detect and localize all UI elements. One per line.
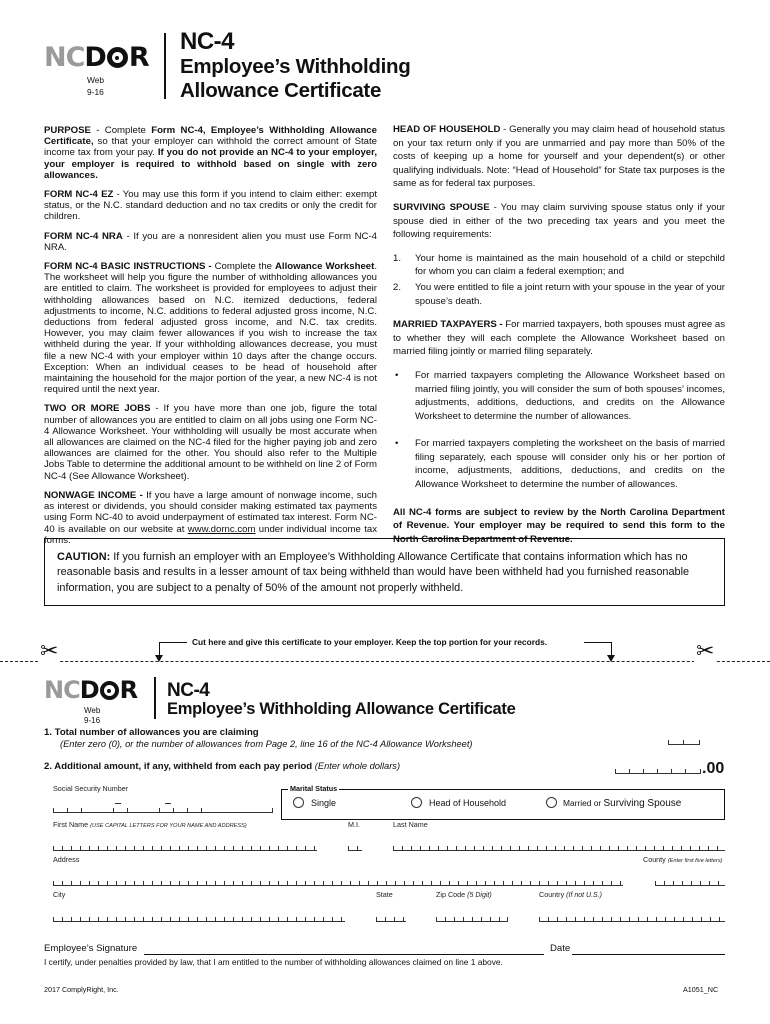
list-item: 1. Your home is maintained as the main household of a child or stepchild for whom you can claim a federal exemption; and [393,252,725,278]
married-label: Married or Surviving Spouse [563,798,682,809]
country-label: Country (If not U.S.) [539,890,602,899]
cell-tick [350,881,351,885]
cell-tick [507,917,508,921]
cell-tick [134,881,135,885]
cell-tick [224,846,225,850]
cell-tick [656,917,657,921]
county-input[interactable] [655,882,725,886]
cell-tick [611,881,612,885]
signature-input[interactable] [144,954,544,955]
cell-tick [278,846,279,850]
cell-tick [197,846,198,850]
cell-tick [296,846,297,850]
purpose-paragraph: PURPOSE - Complete Form NC-4, Employee’s Withholding Allowance Certificate, so that your employer can withhold the correct amount of State income tax from your pay. If you do not provide an NC-4 to your employer, your employer is required to withhold based on single with zero allowances. [44,125,377,181]
cell-tick [655,881,656,885]
cell-tick [584,881,585,885]
cell-tick [269,881,270,885]
cell-tick [323,881,324,885]
cell-tick [125,917,126,921]
cell-tick [233,881,234,885]
ez-paragraph: FORM NC-4 EZ - You may use this form if you intend to claim either: exempt status, or the N.C. standard deduction and no tax credits or only the credit for children. [44,189,377,223]
cell-tick [519,846,520,850]
cell-tick [467,881,468,885]
cell-tick [188,846,189,850]
ssn-dash [165,803,171,804]
cell-tick [700,881,701,885]
cell-tick [620,917,621,921]
cell-tick [575,881,576,885]
cell-tick [718,881,719,885]
cell-tick [71,917,72,921]
cell-tick [717,846,718,850]
cell-tick [314,846,315,850]
cell-tick [152,846,153,850]
cell-tick [71,846,72,850]
cell-tick [341,917,342,921]
ssn-input[interactable] [53,809,273,813]
first-name-input[interactable] [53,847,317,851]
cell-tick [260,846,261,850]
cell-tick [674,917,675,921]
cell-tick [449,881,450,885]
cut-arrow-left-line [159,642,187,643]
ssn-label: Social Security Number [53,784,129,793]
cell-tick [107,917,108,921]
cell-tick [654,846,655,850]
cell-tick [600,846,601,850]
cell-tick [233,917,234,921]
cell-tick [197,917,198,921]
cell-tick [125,881,126,885]
caution-box [44,538,725,606]
cell-tick [709,881,710,885]
cell-tick [436,917,437,921]
cell-tick [593,917,594,921]
cell-tick [575,917,576,921]
cents-label: .00 [702,760,725,777]
cell-tick [454,917,455,921]
cell-tick [682,881,683,885]
cell-tick [528,846,529,850]
cell-tick [62,917,63,921]
cell-tick [134,846,135,850]
cell-tick [53,917,54,921]
cell-tick [564,846,565,850]
cell-tick [492,846,493,850]
cell-tick [645,846,646,850]
cell-tick [719,917,720,921]
caution-text: If you furnish an employer with an Employee’s Withholding Allowance Certificate that contains information which has no reasonable basis and results in a lesser amount of tax being withheld than would have been withheld had you furnished reasonable information, you are subject to a penalty of 50% of the amount not properly withheld. [57,551,690,594]
certify-statement: I certify, under penalties provided by law, that I am entitled to the number of withholding allowances claimed on line 1 above. [44,957,503,967]
head-of-household-radio[interactable] [411,797,422,808]
cell-tick [584,917,585,921]
cell-tick [80,917,81,921]
cell-tick [287,917,288,921]
cell-tick [143,846,144,850]
cell-tick [332,881,333,885]
form-title-line2: Allowance Certificate [180,79,382,102]
cell-tick [179,917,180,921]
cell-tick [539,917,540,921]
cell-tick [521,881,522,885]
cell-tick [260,917,261,921]
logo-o-icon [100,681,119,700]
cell-tick [673,881,674,885]
cell-tick [269,917,270,921]
cell-tick [548,881,549,885]
cell-tick [348,846,349,850]
cell-tick [71,881,72,885]
cell-tick [89,917,90,921]
ncdor-logo: NCD R [44,42,149,73]
logo-o-icon [107,47,128,68]
cell-tick [710,917,711,921]
cell-tick [332,917,333,921]
cell-tick [98,881,99,885]
address-input[interactable] [53,882,623,886]
cut-line [0,661,770,662]
cell-tick [269,846,270,850]
cell-tick [179,846,180,850]
date-input[interactable] [572,954,725,955]
cell-tick [566,917,567,921]
cell-tick [708,846,709,850]
cell-tick [618,846,619,850]
version-label: 9-16 [84,716,101,725]
cell-tick [393,846,394,850]
form-id: NC-4 [180,28,235,55]
cell-tick [582,846,583,850]
cell-tick [591,846,592,850]
cell-tick [89,881,90,885]
cell-tick [116,881,117,885]
cell-tick [546,846,547,850]
list-item: • For married taxpayers completing the worksheet on the basis of married filing separately, each spouse will consider only his or her portion of income, adjustments, additions, deductions, and credits on the Allowance Worksheet to determine the number of allowances. [393,437,725,491]
cell-tick [557,917,558,921]
certificate-form-id: NC-4 [167,680,210,701]
cell-tick [557,881,558,885]
cell-tick [611,917,612,921]
cell-tick [510,846,511,850]
single-radio[interactable] [293,797,304,808]
form-title-line1: Employee’s Withholding [180,55,411,78]
last-name-input[interactable] [393,847,725,851]
cell-tick [499,917,500,921]
cell-tick [548,917,549,921]
cell-tick [431,881,432,885]
cell-tick [420,846,421,850]
cell-tick [683,917,684,921]
cut-arrow-left-stem [159,642,160,656]
cell-tick [62,846,63,850]
cell-tick [472,917,473,921]
cell-tick [215,917,216,921]
surviving-spouse-paragraph: SURVIVING SPOUSE - You may claim surviving spouse status only if your spouse died in either of the two preceding tax years and you meet the following requirements: [393,201,725,241]
head-of-household-label: Head of Household [429,798,507,808]
cell-tick [691,881,692,885]
county-label: County (Enter first five letters) [643,855,723,864]
list-item: 2. You were entitled to file a joint return with your spouse in the year of your spouse’s death. [393,281,725,307]
address-label: Address [53,855,80,864]
cell-tick [463,917,464,921]
city-label: City [53,890,66,899]
married-bullets [393,369,725,492]
cell-tick [53,881,54,885]
cell-tick [53,846,54,850]
cell-tick [224,881,225,885]
country-input[interactable] [539,918,725,922]
requirements-list [393,252,725,308]
additional-amount-input[interactable] [615,770,701,774]
cell-tick [62,881,63,885]
nra-paragraph: FORM NC-4 NRA - If you are a nonresident alien you must use Form NC-4 NRA. [44,230,377,253]
cell-tick [359,881,360,885]
cell-tick [483,846,484,850]
cell-tick [672,846,673,850]
cell-tick [539,881,540,885]
cell-tick [474,846,475,850]
cell-tick [116,917,117,921]
cell-tick [664,881,665,885]
cell-tick [395,881,396,885]
cell-tick [501,846,502,850]
city-input[interactable] [53,918,345,922]
cell-tick [485,881,486,885]
cell-tick [602,917,603,921]
cell-tick [573,846,574,850]
first-name-label: First Name (USE CAPITAL LETTERS FOR YOUR NAME AND ADDRESS) [53,820,247,829]
cell-tick [341,881,342,885]
cell-tick [188,917,189,921]
cell-tick [161,917,162,921]
cell-tick [161,881,162,885]
nonwage-paragraph: NONWAGE INCOME - If you have a large amount of nonwage income, such as interest or dividends, you should consider making estimated tax payments using Form NC-40 to avoid underpayment of estimated tax interest. Form NC-40 is available on our website at www.dornc.com under individual income tax forms. [44,489,377,546]
cell-tick [555,846,556,850]
state-label: State [376,890,393,899]
cell-tick [305,881,306,885]
copyright: 2017 ComplyRight, Inc. [44,985,119,994]
cell-tick [402,846,403,850]
cell-tick [197,881,198,885]
cell-tick [456,846,457,850]
cell-tick [116,846,117,850]
cell-tick [638,917,639,921]
cell-tick [411,846,412,850]
allowances-input[interactable] [668,741,700,745]
cell-tick [458,881,459,885]
cell-tick [537,846,538,850]
cell-tick [170,846,171,850]
cell-tick [242,917,243,921]
cell-tick [404,881,405,885]
cell-tick [476,881,477,885]
basic-instructions-paragraph: FORM NC-4 BASIC INSTRUCTIONS - Complete the Allowance Worksheet. The worksheet will help you figure the number of withholding allowances you are entitled to claim. The worksheet is provided for employees to adjust their withholding allowances based on N.C. itemized deductions, federal adjustments to income, N.C. additions to federal adjusted gross income, N.C. deductions from federal adjusted gross income, and N.C. tax credits. However, you may claim fewer allowances if you wish to increase the tax withheld during the year. If your withholding allowances decrease, you must file a new NC-4 with your employer within 10 days after the change occurs. Exception: When an individual ceases to be head of household after maintaining the household for the major portion of the year, a new NC-4 is not required until the next year. [44,261,377,396]
cell-tick [242,846,243,850]
ncdor-logo: NCD R [44,676,138,704]
cell-tick [296,881,297,885]
married-taxpayers-paragraph: MARRIED TAXPAYERS - For married taxpayers, both spouses must agree as to whether they will each complete the Allowance Worksheet based on married filing jointly or married filing separately. [393,319,725,358]
cell-tick [179,881,180,885]
cell-tick [215,881,216,885]
cell-tick [278,881,279,885]
signature-label: Employee’s Signature [44,943,138,954]
cell-tick [107,881,108,885]
cell-tick [98,917,99,921]
cell-tick [503,881,504,885]
line1-instruction: (Enter zero (0), or the number of allowances from Page 2, line 16 of the NC-4 Allowance Worksheet) [60,739,473,749]
cell-tick [206,881,207,885]
cell-tick [188,881,189,885]
left-column [44,125,377,554]
cell-tick [251,881,252,885]
last-name-label: Last Name [393,820,428,829]
cell-tick [566,881,567,885]
cell-tick [107,846,108,850]
certificate-divider [154,677,156,719]
cell-tick [636,846,637,850]
cell-tick [385,917,386,921]
cell-tick [512,881,513,885]
review-paragraph: All NC-4 forms are subject to review by the North Carolina Department of Revenue. Your employer may be required to send this form to the North Carolina Department of Revenue. [393,506,725,545]
cell-tick [287,846,288,850]
cell-tick [413,881,414,885]
cell-tick [602,881,603,885]
cell-tick [260,881,261,885]
cut-arrow-right-line [584,642,612,643]
line1-label: 1. Total number of allowances you are claiming [44,727,259,738]
cell-tick [627,846,628,850]
cell-tick [494,881,495,885]
cell-tick [429,846,430,850]
caution-label: CAUTION: [57,551,111,563]
cell-tick [620,881,621,885]
web-label: Web [87,75,105,85]
right-column [393,123,725,556]
cell-tick [143,917,144,921]
cell-tick [647,917,648,921]
cell-tick [233,846,234,850]
cell-tick [681,846,682,850]
cell-tick [215,846,216,850]
cell-tick [296,917,297,921]
cell-tick [251,846,252,850]
cell-tick [481,917,482,921]
cell-tick [465,846,466,850]
zip-input[interactable] [436,918,508,922]
cell-tick [394,917,395,921]
cell-tick [98,846,99,850]
cell-tick [690,846,691,850]
cell-tick [206,846,207,850]
scissors-icon: ✂ [696,638,715,663]
cell-tick [438,846,439,850]
version-label: 9-16 [87,87,104,97]
cell-tick [206,917,207,921]
date-label: Date [550,943,571,954]
cell-tick [143,881,144,885]
cell-tick [170,917,171,921]
cell-tick [663,846,664,850]
cell-tick [287,881,288,885]
cell-tick [692,917,693,921]
header-divider [164,33,166,99]
cell-tick [251,917,252,921]
two-jobs-paragraph: TWO OR MORE JOBS - If you have more than one job, figure the total number of allowances you are entitled to claim on all jobs using one Form NC-4 Allowance Worksheet. Your withholding will usually be most accurate when all allowances are claimed on the NC-4 filed for the higher paying job and zero allowances are claimed for the other. You should also refer to the Multiple Jobs Table to determine the additional amount to be withheld on line 2 of Form NC-4 (See Allowance Worksheet). [44,403,378,482]
cell-tick [447,846,448,850]
cell-tick [314,881,315,885]
cell-tick [701,917,702,921]
cell-tick [152,917,153,921]
married-radio[interactable] [546,797,557,808]
cell-tick [80,881,81,885]
cell-tick [422,881,423,885]
cell-tick [440,881,441,885]
cell-tick [89,846,90,850]
cell-tick [278,917,279,921]
line2-label: 2. Additional amount, if any, withheld from each pay period (Enter whole dollars) [44,761,401,772]
cell-tick [134,917,135,921]
list-item: • For married taxpayers completing the Allowance Worksheet based on married filing jointly, you will consider the sum of both spouses’ incomes, adjustments, additions, deductions, and credits on the Allowance Worksheet to determine the number of allowances. [393,369,725,423]
cell-tick [386,881,387,885]
single-label: Single [311,798,337,808]
cut-instruction: Cut here and give this certificate to your employer. Keep the top portion for your records. [192,637,548,647]
cell-tick [445,917,446,921]
web-label: Web [84,706,101,715]
cell-tick [699,846,700,850]
mi-label: M.I. [348,820,360,829]
scissors-icon: ✂ [40,638,59,663]
cell-tick [530,881,531,885]
marital-status-title: Marital Status [290,784,338,793]
cell-tick [170,881,171,885]
cell-tick [314,917,315,921]
hoh-paragraph: HEAD OF HOUSEHOLD - Generally you may claim head of household status on your tax return only if you are unmarried and pay more than 50% of the costs of keeping up a home for yourself and your dependent(s) or other qualifying individuals. Note: “Head of Household” for State tax purposes is the same as for federal tax purposes. [393,124,725,190]
cell-tick [403,917,404,921]
cell-tick [242,881,243,885]
cell-tick [305,846,306,850]
cell-tick [629,917,630,921]
cell-tick [323,917,324,921]
dornc-link[interactable]: www.dornc.com [187,523,256,535]
cell-tick [152,881,153,885]
cell-tick [125,846,126,850]
cell-tick [377,881,378,885]
cell-tick [490,917,491,921]
cell-tick [376,917,377,921]
cell-tick [305,917,306,921]
cell-tick [609,846,610,850]
cell-tick [593,881,594,885]
state-input[interactable] [376,918,406,922]
ssn-dash [115,803,121,804]
cell-tick [80,846,81,850]
cell-tick [665,917,666,921]
cut-arrow-right-stem [611,642,612,656]
cell-tick [357,846,358,850]
cell-tick [224,917,225,921]
mi-input[interactable] [348,847,362,851]
form-code: A1051_NC [683,985,719,994]
cell-tick [161,846,162,850]
certificate-title: Employee’s Withholding Allowance Certificate [167,700,516,718]
zip-label: Zip Code (5 Digit) [436,890,492,899]
cell-tick [368,881,369,885]
